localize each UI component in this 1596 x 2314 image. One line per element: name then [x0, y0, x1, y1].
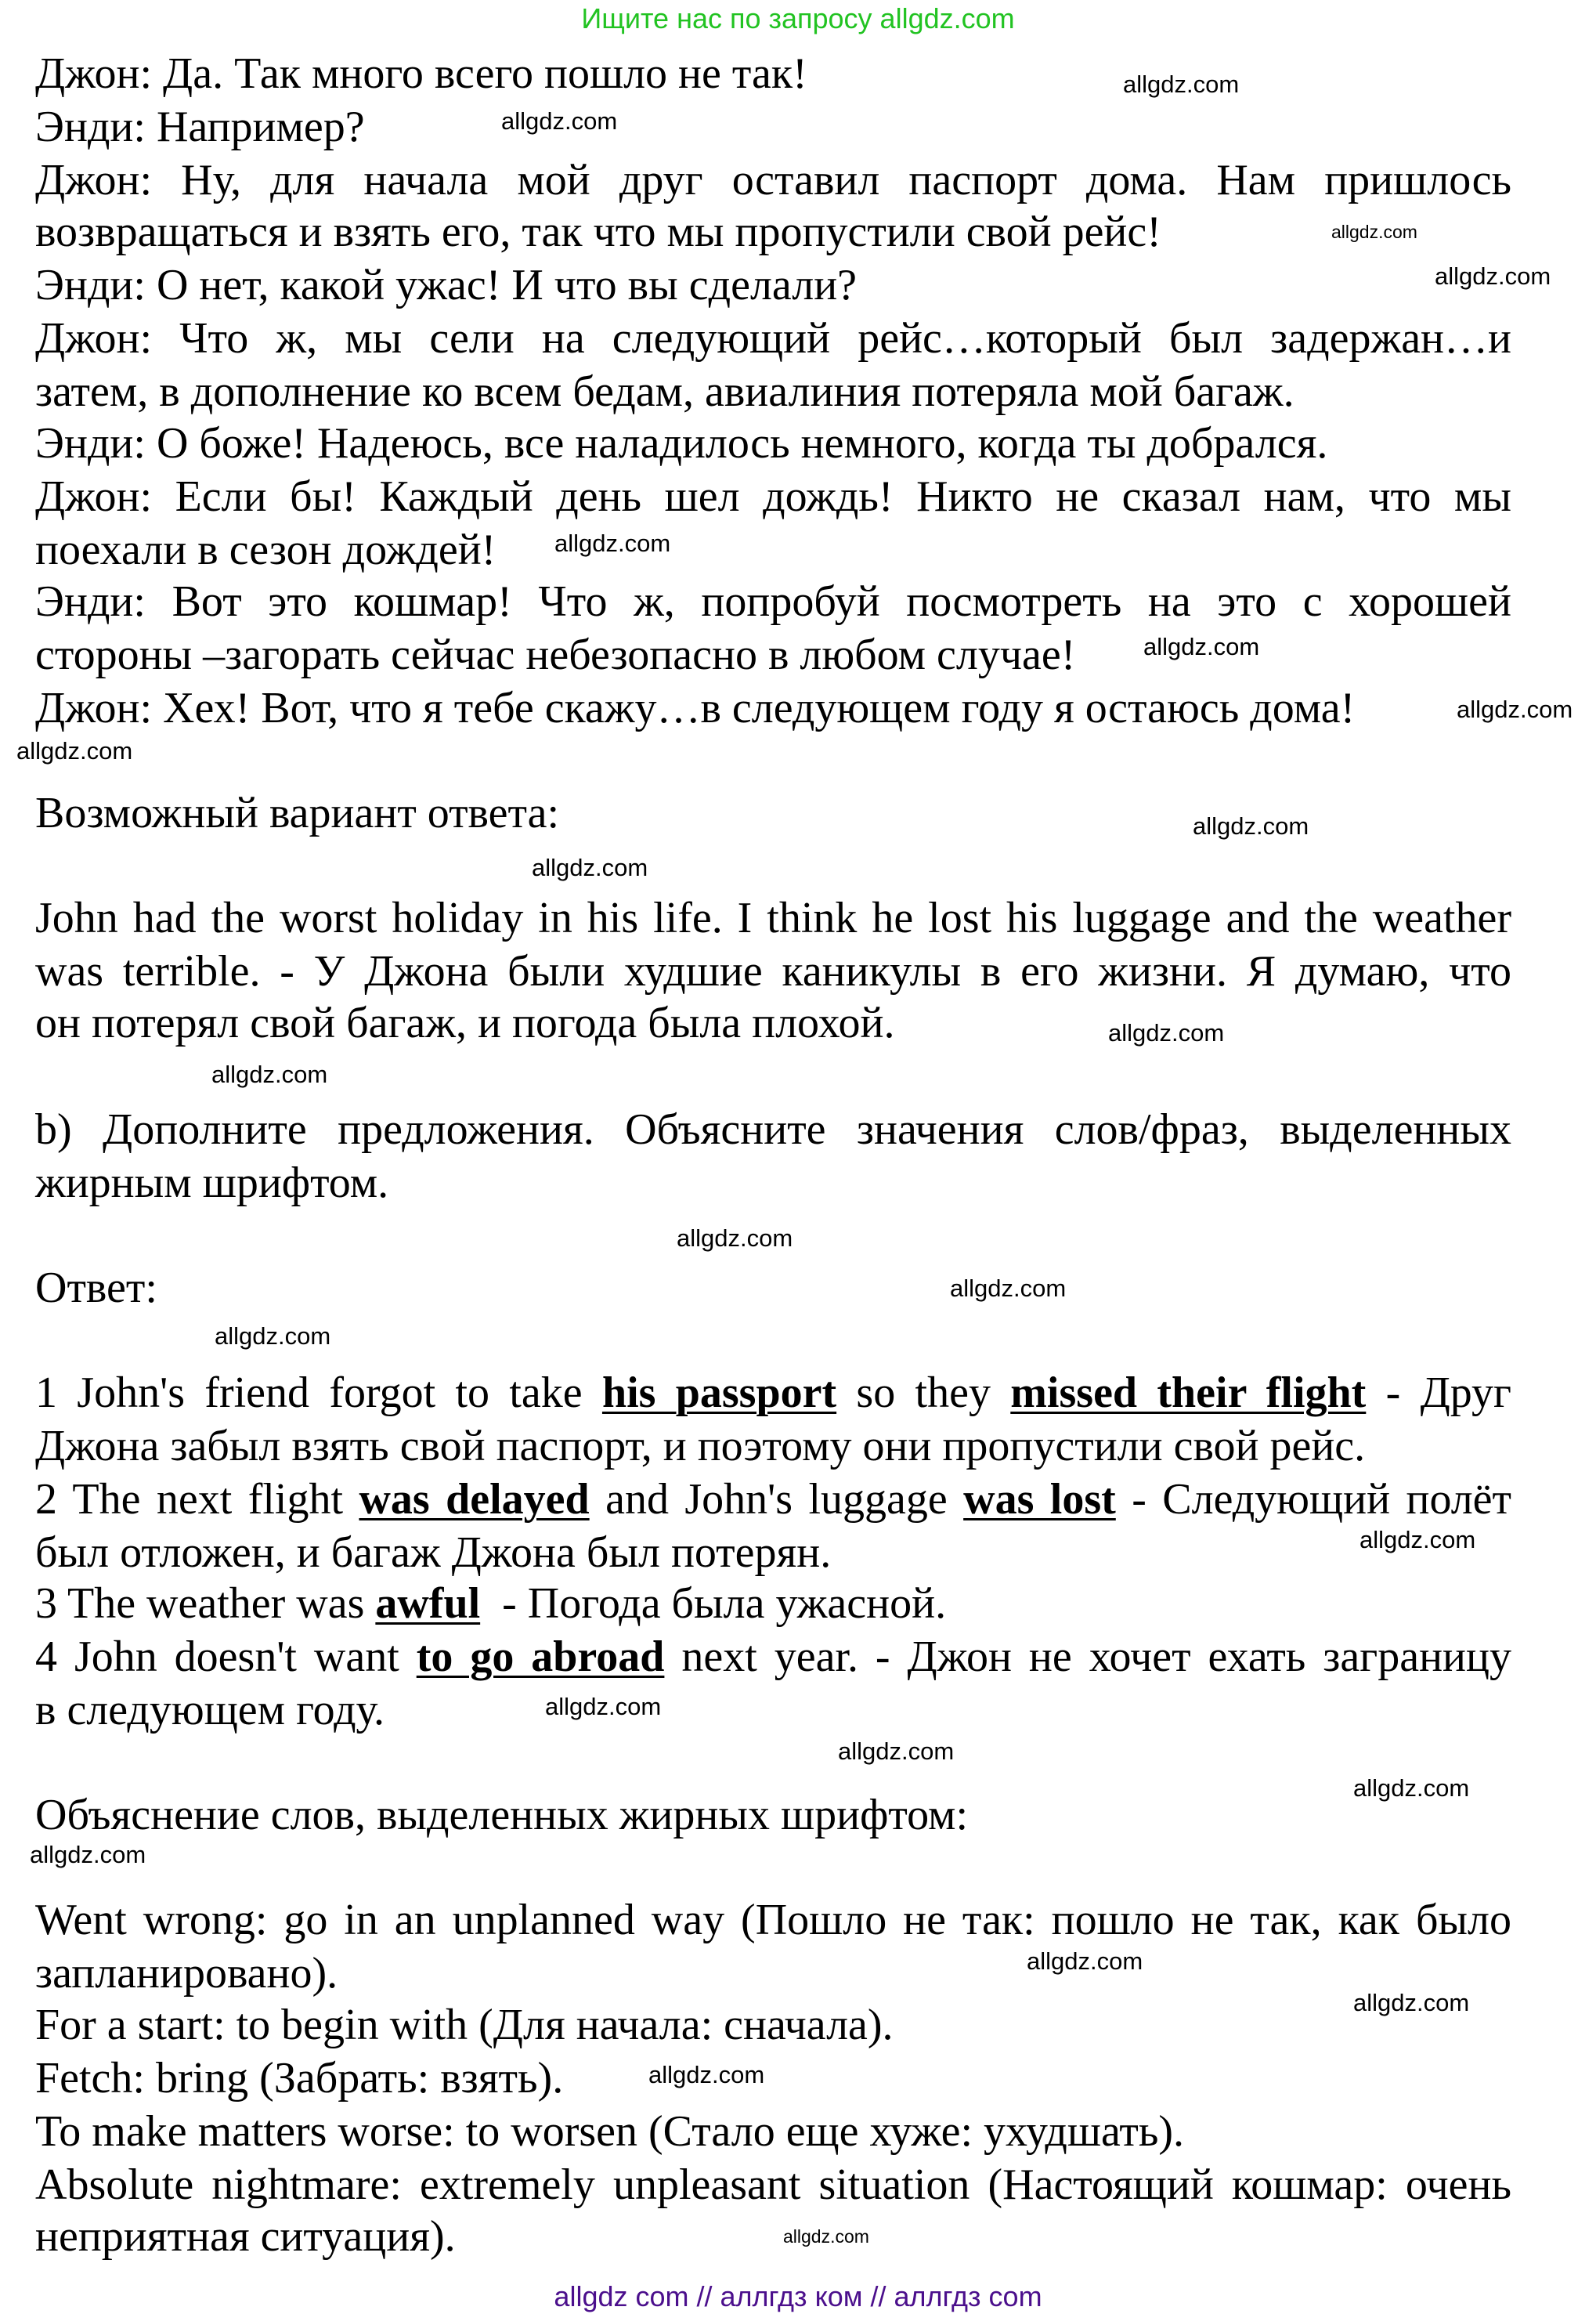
text-segment: 4 John doesn't want — [35, 1632, 417, 1681]
text-segment: затем, в дополнение ко всем бедам, авиалиния потеряла мой багаж. — [35, 367, 1294, 416]
text-segment: so they — [836, 1369, 1011, 1417]
text-segment: Джон: Да. Так много всего пошло не так! — [35, 49, 807, 98]
text-segment: Джон: Если бы! Каждый день шел дождь! Никто не сказал нам, что мы — [35, 472, 1511, 521]
text-segment: возвращаться и взять его, так что мы пропустили свой рейс! — [35, 208, 1161, 256]
text-segment: жирным шрифтом. — [35, 1159, 389, 1207]
watermark: allgdz.com — [16, 737, 133, 765]
text-line — [35, 314, 1511, 363]
watermark: allgdz.com — [1027, 1947, 1143, 1975]
text-line — [35, 2056, 563, 2100]
text-segment: поехали в сезон дождей! — [35, 526, 496, 574]
text-line — [35, 2003, 894, 2047]
text-segment: - Следующий полёт — [1115, 1475, 1511, 1524]
watermark: allgdz.com — [501, 107, 618, 135]
watermark: allgdz.com — [677, 1224, 793, 1252]
text-line — [35, 210, 1161, 254]
text-line — [35, 1949, 338, 1998]
text-segment: - Друг — [1366, 1369, 1512, 1417]
watermark: allgdz.com — [1331, 222, 1417, 242]
text-line — [35, 686, 1355, 730]
watermark: allgdz.com — [532, 854, 648, 881]
text-segment: Джон: Ну, для начала мой друг оставил паспорт дома. Нам пришлось — [35, 156, 1511, 204]
text-line — [35, 1424, 1365, 1468]
text-segment: Объяснение слов, выделенных жирных шрифтом: — [35, 1791, 969, 1839]
text-segment: в следующем году. — [35, 1686, 385, 1734]
text-line — [35, 2160, 1511, 2209]
text-segment: next year. - Джон не хочет ехать заграницу — [664, 1632, 1511, 1681]
text-segment: John had the worst holiday in his life. I think he lost his luggage and the weather — [35, 894, 1511, 942]
text-line — [35, 1371, 1511, 1415]
text-line — [35, 105, 365, 149]
text-segment: was terrible. - У Джона были худшие каникулы в его жизни. Я думаю, что — [35, 947, 1511, 996]
watermark: allgdz.com — [1359, 1526, 1476, 1553]
text-segment: To make matters worse: to worsen (Стало еще хуже: ухудшать). — [35, 2107, 1185, 2156]
text-segment: Джон: Хех! Вот, что я тебе скажу…в следующем году я остаюсь дома! — [35, 684, 1356, 732]
watermark: allgdz.com — [1353, 1989, 1470, 2016]
text-line — [35, 947, 1511, 996]
text-line — [35, 1579, 947, 1628]
text-segment: - Погода была ужасной. — [480, 1579, 947, 1628]
text-segment: Возможный вариант ответа: — [35, 789, 560, 837]
text-line — [35, 2107, 1185, 2156]
text-line — [35, 1161, 388, 1205]
text-line — [35, 791, 559, 835]
footer-links: allgdz com // аллгдз ком // аллгдз com — [554, 2280, 1042, 2312]
highlighted-phrase: was delayed — [359, 1475, 590, 1524]
text-segment: был отложен, и багаж Джона был потерян. — [35, 1528, 832, 1577]
text-segment: Энди: О нет, какой ужас! И что вы сделали? — [35, 261, 858, 309]
watermark: allgdz.com — [648, 2061, 765, 2088]
text-segment: Энди: О боже! Надеюсь, все наладилось немного, когда ты добрался. — [35, 419, 1328, 468]
text-line — [35, 577, 1511, 626]
text-segment: Джон: Что ж, мы сели на следующий рейс…который был задержан…и — [35, 314, 1511, 363]
text-line — [35, 1632, 1511, 1681]
highlighted-phrase: was lost — [963, 1475, 1116, 1524]
text-line — [35, 263, 857, 307]
text-segment: and John's luggage — [589, 1475, 964, 1524]
text-segment: For a start: to begin with (Для начала: сначала). — [35, 2001, 894, 2049]
watermark: allgdz.com — [1143, 633, 1260, 660]
text-line — [35, 367, 1294, 416]
text-segment: b) Дополните предложения. Объясните значения слов/фраз, выделенных — [35, 1105, 1511, 1154]
text-segment: Went wrong: go in an unplanned way (Пошло не так: пошло не так, как было — [35, 1896, 1511, 1944]
text-line — [35, 158, 1511, 202]
text-segment: 3 The weather was — [35, 1579, 376, 1628]
watermark: allgdz.com — [554, 530, 671, 557]
text-segment: запланировано). — [35, 1949, 338, 1998]
text-line — [35, 633, 1075, 677]
text-line — [35, 1688, 385, 1732]
watermark: allgdz.com — [838, 1737, 955, 1765]
text-segment: Fetch: bring (Забрать: взять). — [35, 2054, 564, 2102]
text-segment: Absolute nightmare: extremely unpleasant situation (Настоящий кошмар: очень — [35, 2160, 1511, 2209]
watermark: allgdz.com — [1108, 1019, 1225, 1047]
text-segment: стороны –загорать сейчас небезопасно в любом случае! — [35, 631, 1076, 679]
watermark: allgdz.com — [215, 1322, 331, 1350]
watermark: allgdz.com — [783, 2226, 869, 2247]
text-line — [35, 896, 1511, 940]
watermark: allgdz.com — [1457, 696, 1573, 723]
watermark: allgdz.com — [1193, 812, 1309, 840]
text-line — [35, 472, 1511, 521]
text-line — [35, 1001, 895, 1045]
text-segment: 1 John's friend forgot to take — [35, 1369, 602, 1417]
text-line — [35, 1528, 832, 1577]
text-segment: неприятная ситуация). — [35, 2212, 456, 2261]
text-segment: Энди: Например? — [35, 103, 365, 151]
text-line — [35, 528, 496, 572]
search-banner: Ищите нас по запросу allgdz.com — [581, 2, 1015, 34]
highlighted-phrase: missed their flight — [1010, 1369, 1367, 1417]
highlighted-phrase: to go abroad — [416, 1632, 665, 1681]
highlighted-phrase: his passport — [601, 1369, 837, 1417]
text-line — [35, 1793, 968, 1837]
text-line — [35, 49, 807, 98]
highlighted-phrase: awful — [375, 1579, 481, 1628]
text-segment: он потерял свой багаж, и погода была плохой. — [35, 999, 895, 1047]
watermark: allgdz.com — [1435, 262, 1551, 290]
text-segment: Энди: Вот это кошмар! Что ж, попробуй посмотреть на это с хорошей — [35, 577, 1511, 626]
text-line — [35, 419, 1328, 468]
text-line — [35, 1266, 157, 1310]
watermark: allgdz.com — [211, 1061, 328, 1088]
text-line — [35, 1475, 1511, 1524]
watermark: allgdz.com — [950, 1275, 1067, 1302]
text-segment: 2 The next flight — [35, 1475, 359, 1524]
text-line — [35, 1898, 1511, 1942]
watermark: allgdz.com — [1123, 71, 1240, 98]
text-line — [35, 2212, 456, 2261]
watermark: allgdz.com — [1353, 1774, 1470, 1802]
text-segment: Джона забыл взять свой паспорт, и поэтому они пропустили свой рейс. — [35, 1422, 1366, 1470]
text-segment: Ответ: — [35, 1264, 157, 1312]
watermark: allgdz.com — [545, 1693, 662, 1720]
watermark: allgdz.com — [30, 1841, 146, 1868]
text-line — [35, 1105, 1511, 1154]
